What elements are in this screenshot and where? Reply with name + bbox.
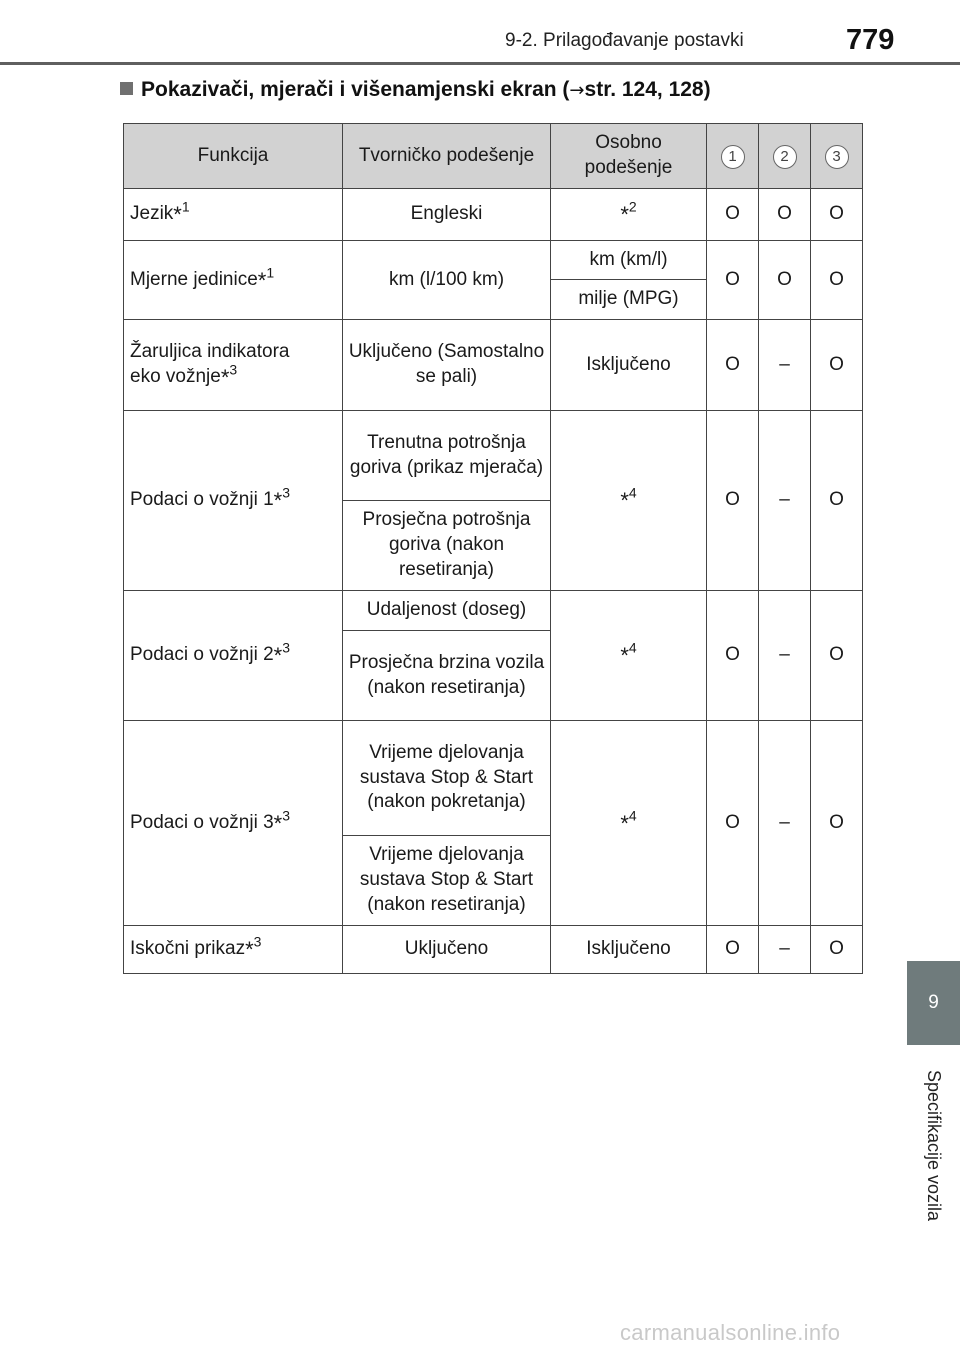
header-method-1	[707, 124, 759, 189]
row-voznja3-item-b: Vrijeme djelovanja sustava Stop & Start (nakon resetiranja)	[343, 836, 551, 926]
footnote-number: 3	[253, 933, 262, 950]
row-voznja1-custom	[551, 411, 707, 591]
row-iskocni-method-1: O	[707, 926, 759, 974]
footnote-number: 4	[628, 484, 637, 501]
row-iskocni-custom: Isključeno	[551, 926, 707, 974]
footnote-star-icon: *	[257, 267, 267, 293]
footnote-star-icon: *	[273, 488, 283, 514]
row-voznja1-method-1: O	[707, 411, 759, 591]
settings-table	[123, 123, 863, 974]
row-voznja1-method-2: –	[759, 411, 811, 591]
table-row	[124, 241, 863, 280]
row-voznja2-item-b: Prosječna brzina vozila (nakon resetiranja)	[343, 631, 551, 721]
row-jedinice-custom-b: milje (MPG)	[551, 280, 707, 320]
arrow-right-icon: →	[569, 80, 585, 101]
row-zaruljica-default: Uključeno (Samostalno se pali)	[343, 320, 551, 411]
footnote-star-icon: *	[220, 365, 230, 390]
row-zaruljica-custom: Isključeno	[551, 320, 707, 411]
footnote-star-icon: *	[173, 202, 182, 228]
row-jezik-custom	[551, 189, 707, 241]
row-voznja2-method-2: –	[759, 591, 811, 721]
chapter-tab[interactable]	[907, 961, 960, 1045]
row-jezik-default: Engleski	[343, 189, 551, 241]
footnote-star-icon: *	[245, 937, 254, 963]
table-row	[124, 189, 863, 241]
row-voznja3-method-2: –	[759, 721, 811, 926]
footnote-number: 1	[266, 264, 275, 281]
row-jedinice-name: Mjerne jedinice*$^1$	[124, 241, 343, 320]
row-jezik-method-1: O	[707, 189, 759, 241]
section-title-main: Pokazivači, mjerači i višenamjenski ekran (	[141, 78, 570, 101]
footnote-number: 4	[628, 807, 637, 824]
header-method-2	[759, 124, 811, 189]
circled-number-1-icon: 1	[721, 145, 745, 169]
table-row	[124, 591, 863, 631]
page-number: 779	[846, 24, 895, 56]
row-zaruljica-method-3: O	[811, 320, 863, 411]
footnote-star-icon: *	[620, 643, 629, 669]
row-zaruljica-method-1: O	[707, 320, 759, 411]
square-bullet-icon	[120, 82, 133, 95]
row-voznja2-custom	[551, 591, 707, 721]
footnote-number: 1	[181, 198, 190, 215]
chapter-label: Specifikacije vozila	[924, 1069, 945, 1221]
row-jedinice-method-3: O	[811, 241, 863, 320]
circled-number-3-icon: 3	[825, 145, 849, 169]
table-header-row	[124, 124, 863, 189]
row-iskocni-method-3: O	[811, 926, 863, 974]
footnote-number: 3	[282, 639, 291, 656]
row-voznja2-method-1: O	[707, 591, 759, 721]
footnote-star-icon: *	[273, 810, 283, 836]
table-row	[124, 320, 863, 411]
header-divider	[0, 62, 960, 65]
row-voznja1-method-3: O	[811, 411, 863, 591]
footnote-number: 3	[229, 361, 238, 378]
row-voznja2-name: Podaci o vožnji 2*$^3$	[124, 591, 343, 721]
footnote-number: 4	[628, 639, 637, 656]
header-osobno: Osobno podešenje	[551, 124, 707, 189]
footnote-star-icon: *	[620, 202, 629, 228]
footnote-star-icon: *	[620, 810, 629, 836]
row-voznja3-method-1: O	[707, 721, 759, 926]
table-row	[124, 926, 863, 974]
row-jedinice-method-2: O	[759, 241, 811, 320]
row-voznja1-item-a: Trenutna potrošnja goriva (prikaz mjerača)	[343, 411, 551, 501]
row-jedinice-custom-a: km (km/l)	[551, 241, 707, 280]
row-voznja3-custom	[551, 721, 707, 926]
table-row	[124, 411, 863, 501]
row-jezik-method-2: O	[759, 189, 811, 241]
watermark: carmanualsonline.info	[620, 1320, 841, 1345]
footnote-number: 3	[282, 484, 291, 501]
row-voznja2-method-3: O	[811, 591, 863, 721]
row-jedinice-default: km (l/100 km)	[343, 241, 551, 320]
row-jezik-method-3: O	[811, 189, 863, 241]
footnote-star-icon: *	[620, 488, 629, 514]
row-voznja3-item-a: Vrijeme djelovanja sustava Stop & Start (nakon pokretanja)	[343, 721, 551, 836]
row-jezik-name: Jezik*$^1$	[124, 189, 343, 241]
row-voznja3-name: Podaci o vožnji 3*$^3$	[124, 721, 343, 926]
row-voznja3-method-3: O	[811, 721, 863, 926]
footnote-number: 3	[282, 807, 291, 824]
header-funkcija: Funkcija	[124, 124, 343, 189]
row-zaruljica-name: Žaruljica indikatora eko vožnje*$^3$	[124, 320, 343, 411]
header-method-3	[811, 124, 863, 189]
circled-number-2-icon: 2	[773, 145, 797, 169]
running-header-section: 9-2. Prilagođavanje postavki	[505, 30, 744, 51]
row-voznja1-name: Podaci o vožnji 1*$^3$	[124, 411, 343, 591]
footnote-star-icon: *	[273, 643, 283, 669]
row-iskocni-name: Iskočni prikaz*$^3$	[124, 926, 343, 974]
section-title	[120, 78, 711, 102]
row-iskocni-default: Uključeno	[343, 926, 551, 974]
row-iskocni-method-2: –	[759, 926, 811, 974]
row-voznja2-item-a: Udaljenost (doseg)	[343, 591, 551, 631]
table-row	[124, 721, 863, 836]
row-voznja1-item-b: Prosječna potrošnja goriva (nakon resetiranja)	[343, 501, 551, 591]
header-tvornicko: Tvorničko podešenje	[343, 124, 551, 189]
section-title-reference[interactable]: str. 124, 128)	[584, 78, 711, 101]
chapter-number: 9	[928, 992, 939, 1013]
row-jedinice-method-1: O	[707, 241, 759, 320]
row-zaruljica-method-2: –	[759, 320, 811, 411]
footnote-number: 2	[628, 198, 637, 215]
